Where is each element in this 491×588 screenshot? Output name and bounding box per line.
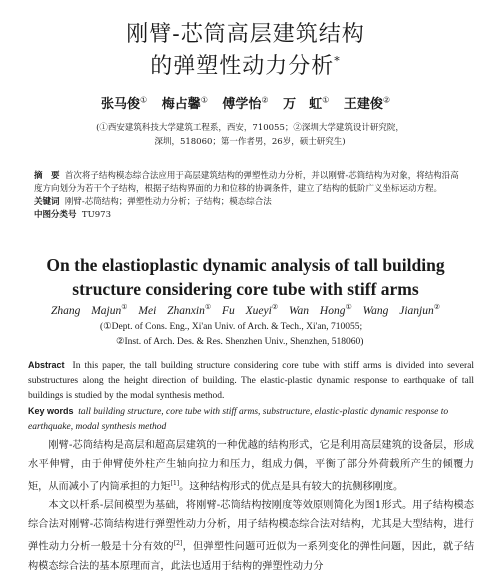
english-abstract-label: Abstract [28, 360, 65, 370]
chinese-abstract-label: 摘 要 [34, 171, 60, 181]
classification-number [34, 209, 464, 222]
chinese-abstract [34, 170, 464, 196]
english-authors [0, 303, 491, 317]
citation-ref: [2] [173, 540, 183, 548]
chinese-abstract-block [34, 170, 464, 222]
english-keywords-text: tall building structure, core tube with stiff arms, substructure, elastic-plastic dynamic response to earthquake, modal synthesis method [28, 407, 449, 432]
english-title [0, 253, 491, 301]
author-en: Zhang Majun① [50, 303, 128, 317]
author-en: Wang Jianjun② [362, 303, 441, 317]
english-affiliation-line2: ②Inst. of Arch. Des. & Res. Shenzhen Univ., Shenzhen, 518060) [116, 337, 364, 347]
chinese-keywords [34, 196, 464, 209]
chinese-title-line2 [0, 49, 491, 80]
author-en: Fu Xueyi② [222, 303, 279, 317]
chinese-keywords-label: 关键词 [34, 197, 60, 207]
english-affiliation [100, 320, 430, 350]
body-text [28, 436, 474, 576]
chinese-keywords-text: 刚臂-芯筒结构；弹塑性动力分析；子结构；模态综合法 [64, 197, 272, 207]
author-en: Wan Hong① [288, 303, 352, 317]
author-cn: 王建俊② [343, 95, 391, 112]
author-cn: 傅学怡② [222, 95, 269, 112]
english-title-line2: structure considering core tube with stiff arms [72, 279, 419, 299]
author-en: Mei Zhanxin① [138, 303, 212, 317]
chinese-authors [0, 93, 491, 112]
english-abstract [28, 358, 474, 404]
chinese-affiliation-line2: 深圳，518060；第一作者男，26岁，硕士研究生) [154, 137, 346, 147]
english-affiliation-line1: (①Dept. of Cons. Eng., Xi'an Univ. of Arch. & Tech., Xi'an, 710055; [100, 322, 363, 332]
chinese-affiliation-line1: (①西安建筑科技大学建筑工程系，西安，710055；②深圳大学建筑设计研究院， [96, 123, 404, 133]
english-keywords-label: Key words [28, 406, 74, 416]
author-cn: 万 虹① [283, 95, 330, 112]
chinese-title-line1: 刚臂-芯筒高层建筑结构 [126, 22, 365, 47]
english-abstract-text: In this paper, the tall building structure considering core tube with stiff arms is divided into several substructures along the height direction of building. The elastic-plastic dynamic response to earthquake of tall buildings is studied by the modal synthesis method. [28, 361, 474, 401]
english-title-line1: On the elastioplastic dynamic analysis of tall building [46, 255, 445, 275]
author-cn: 张马俊① [100, 95, 148, 112]
classification-label: 中图分类号 [34, 210, 77, 220]
english-keywords [28, 404, 474, 435]
author-cn: 梅占馨① [161, 95, 208, 112]
body-paragraph-1: 刚臂-芯筒结构是高层和超高层建筑的一种优越的结构形式，它是利用高层建筑的设备层，形成水平伸臂，由于伸臂使外柱产生轴向拉力和压力，组成力偶，平衡了部分外荷载所产生的倾覆力矩，从而减小了内筒承担的力矩[1]。这种结构形式的优点是具有较大的抗侧移刚度。 [28, 440, 474, 493]
citation-ref: [1] [170, 480, 180, 487]
chinese-affiliation [60, 121, 440, 149]
title-footnote-mark: * [334, 54, 341, 68]
chinese-abstract-text: 首次将子结构模态综合法应用于高层建筑结构的弹塑性动力分析，并以刚臂-芯筒结构为对象，将结构沿高度方向划分为若干个子结构，根据子结构界面的力和位移的协调条件，建立了结构的低阶广义坐标运动方程。 [34, 171, 459, 194]
chinese-title-line2-text: 的弹塑性动力分析 [150, 54, 335, 79]
body-paragraph-2: 本文以杆系-层间模型为基础，将刚臂-芯筒结构按刚度等效原则简化为图1形式。用子结构模态综合法对刚臂-芯筒结构进行弹塑性动力分析，用子结构模态综合法对结构，尤其是大型结构，进行弹性动力分析一般是十分有效的[2]，但弹塑性问题可近似为一系列变化的弹性问题，因此，就子结构模态综合法的基本原理而言，此法也适用于结构的弹塑性动力分 [28, 500, 475, 572]
classification-value: TU973 [81, 210, 111, 220]
